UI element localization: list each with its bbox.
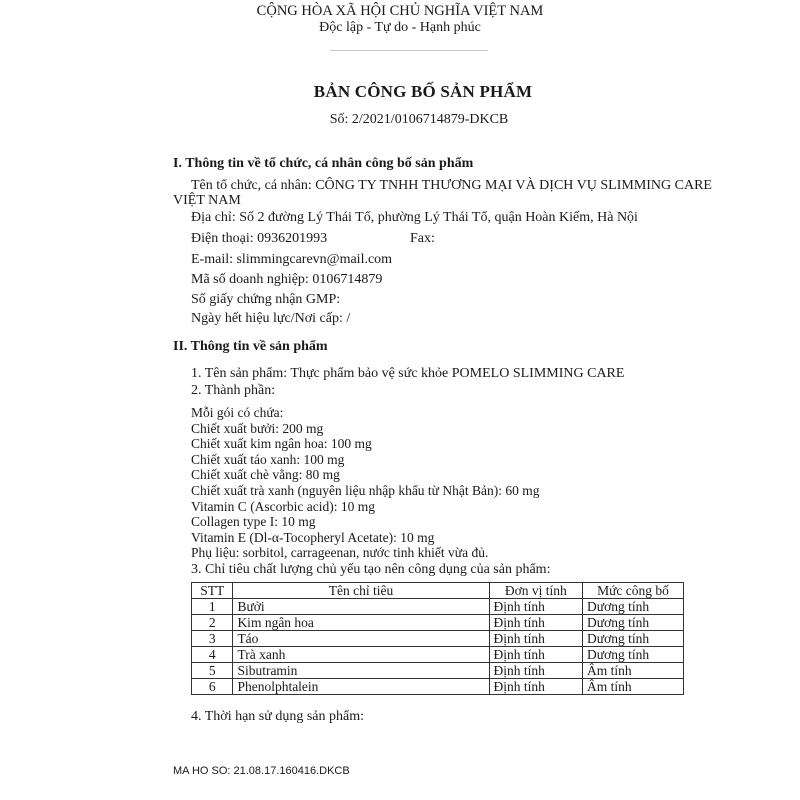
composition-item: Chiết xuất táo xanh: 100 mg [191, 451, 345, 467]
composition-heading: 2. Thành phần: [191, 383, 276, 398]
cell-level: Dương tính [583, 647, 684, 663]
header-motto: Độc lập - Tự do - Hạnh phúc [319, 20, 481, 35]
cell-level: Dương tính [583, 615, 684, 631]
document-title: BẢN CÔNG BỐ SẢN PHẨM [313, 82, 533, 101]
cell-stt: 4 [192, 647, 233, 663]
composition-item: Vitamin C (Ascorbic acid): 10 mg [191, 498, 376, 514]
cell-stt: 3 [192, 631, 233, 647]
composition-item: Chiết xuất trà xanh (nguyên liệu nhập khẩu từ Nhật Bản): 60 mg [191, 482, 540, 498]
table-header-row [192, 583, 684, 599]
cell-unit: Định tính [489, 647, 583, 663]
cell-criterion: Táo [233, 631, 489, 647]
cell-criterion: Trà xanh [233, 647, 489, 663]
composition-item: Mỗi gói có chứa: [191, 405, 284, 420]
composition-list [191, 405, 540, 561]
file-code-footer: MA HO SO: 21.08.17.160416.DKCB [173, 765, 350, 777]
shelf-life-heading: 4. Thời hạn sử dụng sản phẩm: [191, 709, 364, 724]
header-level: Mức công bố [583, 583, 684, 599]
cell-unit: Định tính [489, 631, 583, 647]
quality-heading: 3. Chỉ tiêu chất lượng chủ yếu tạo nên công dụng của sản phẩm: [191, 562, 551, 577]
table-row [192, 599, 684, 615]
composition-item: Chiết xuất kim ngân hoa: 100 mg [191, 436, 372, 452]
section1-heading: I. Thông tin về tổ chức, cá nhân công bố sản phẩm [173, 156, 474, 171]
table-row [192, 663, 684, 679]
header-republic: CỘNG HÒA XÃ HỘI CHỦ NGHĨA VIỆT NAM [256, 3, 544, 19]
composition-item: Chiết xuất chè vằng: 80 mg [191, 467, 340, 483]
composition-item: Vitamin E (Dl-α-Tocopheryl Acetate): 10 mg [191, 529, 435, 545]
product-name: 1. Tên sản phẩm: Thực phẩm bảo vệ sức khỏe POMELO SLIMMING CARE [191, 366, 625, 381]
composition-item: Collagen type I: 10 mg [191, 514, 316, 530]
table-row [192, 631, 684, 647]
header-divider [330, 50, 488, 51]
header-criterion: Tên chỉ tiêu [233, 583, 489, 599]
section2-heading: II. Thông tin về sản phẩm [173, 339, 328, 354]
header-unit: Đơn vị tính [489, 583, 583, 599]
cell-stt: 5 [192, 663, 233, 679]
cell-stt: 1 [192, 599, 233, 615]
table-row [192, 679, 684, 695]
composition-item: Chiết xuất bưởi: 200 mg [191, 420, 324, 436]
quality-table [191, 582, 684, 695]
cell-unit: Định tính [489, 615, 583, 631]
cell-criterion: Phenolphtalein [233, 679, 489, 695]
cell-level: Dương tính [583, 599, 684, 615]
header-stt: STT [192, 583, 233, 599]
org-fax: Fax: [410, 231, 435, 246]
table-row [192, 615, 684, 631]
org-expiry: Ngày hết hiệu lực/Nơi cấp: / [191, 311, 351, 326]
org-name-line1: Tên tổ chức, cá nhân: CÔNG TY TNHH THƯƠNG MẠI VÀ DỊCH VỤ SLIMMING CARE [191, 178, 712, 193]
cell-criterion: Kim ngân hoa [233, 615, 489, 631]
org-name-line2: VIỆT NAM [173, 193, 241, 208]
cell-criterion: Bưởi [233, 599, 489, 615]
org-phone: Điện thoại: 0936201993 [191, 231, 328, 246]
org-email: E-mail: slimmingcarevn@mail.com [191, 252, 393, 267]
cell-criterion: Sibutramin [233, 663, 489, 679]
cell-stt: 2 [192, 615, 233, 631]
table-row [192, 647, 684, 663]
composition-item: Phụ liệu: sorbitol, carrageenan, nước tinh khiết vừa đủ. [191, 545, 489, 561]
org-tax-code: Mã số doanh nghiệp: 0106714879 [191, 272, 383, 287]
org-gmp: Số giấy chứng nhận GMP: [191, 292, 341, 307]
cell-unit: Định tính [489, 599, 583, 615]
cell-level: Âm tính [583, 679, 684, 695]
cell-level: Âm tính [583, 663, 684, 679]
cell-unit: Định tính [489, 663, 583, 679]
org-address: Địa chỉ: Số 2 đường Lý Thái Tổ, phường Lý Thái Tổ, quận Hoàn Kiếm, Hà Nội [191, 210, 638, 225]
cell-stt: 6 [192, 679, 233, 695]
cell-unit: Định tính [489, 679, 583, 695]
cell-level: Dương tính [583, 631, 684, 647]
document-number: Số: 2/2021/0106714879-DKCB [329, 112, 509, 127]
